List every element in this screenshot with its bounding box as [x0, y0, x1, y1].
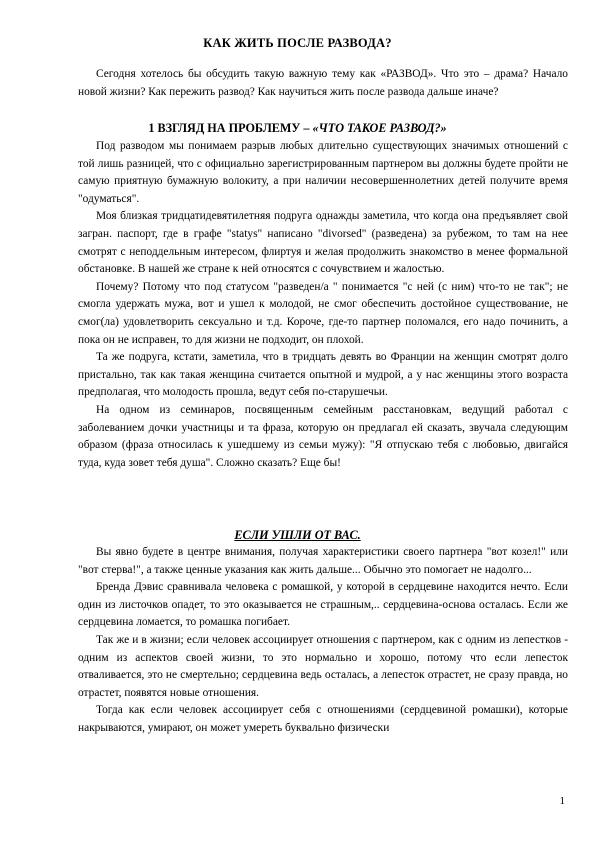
section-1-heading	[0, 121, 595, 136]
page-number: 1	[559, 795, 565, 807]
paragraph: Под разводом мы понимаем разрыв любых длительно существующих значимых отношений с той лишь разницей, что с официально зарегистрированным партнером вы должны будете пройти не самую приятную бумажную волокиту, а при наличии несовершеннолетних детей получите время "одуматься".	[78, 140, 568, 205]
paragraph: Бренда Дэвис сравнивала человека с ромашкой, у которой в сердцевине находится нечто. Если один из листочков опадет, то это оказывается не страшным,.. сердцевина-основа осталась. Если же сердцевина ломается, то ромашка погибает.	[78, 581, 568, 629]
section-2-heading	[0, 528, 595, 543]
intro-paragraph: Сегодня хотелось бы обсудить такую важную тему как «РАЗВОД». Что это – драма? Начало новой жизни? Как пережить развод? Как научиться жить после развода дальше иначе?	[78, 68, 568, 98]
paragraph: Вы явно будете в центре внимания, получая характеристики своего партнера "вот козел!" или "вот стерва!", а также ценные указания как жить дальше... Обычно это помогает не надолго...	[78, 546, 568, 576]
document-title: КАК ЖИТЬ ПОСЛЕ РАЗВОДА?	[203, 36, 392, 50]
paragraph: Почему? Потому что под статусом "разведен/а " понимается "с ней (с ним) что-то не так"; не смогла удержать мужа, вот и ушел к молодой, не смог обеспечить достойное существование, не смог(ла) удовлетворить сексуально и т.д. Короче, где-то партнер поломался, его надо починить, а пока он не исправен, то для жизни не подходит, он плохой.	[78, 280, 568, 346]
section-1-body	[78, 138, 568, 472]
intro-block	[78, 66, 568, 101]
section-2-heading-text: ЕСЛИ УШЛИ ОТ ВАС.	[234, 528, 361, 542]
section-2-body	[78, 544, 568, 738]
paragraph: Тогда как если человек ассоциирует себя с отношениями (сердцевиной ромашки), которые накрываются, умирают, он может умереть буквально физически	[78, 704, 568, 734]
section-1-heading-plain: 1 ВЗГЛЯД НА ПРОБЛЕМУ –	[148, 121, 313, 135]
paragraph: Та же подруга, кстати, заметила, что в тридцать девять во Франции на женщин смотрят долго пристально, так как такая женщина считается опытной и мудрой, а у нас женщины этого возраста предполагая, что молодость прошла, ведут себя по-старушечьи.	[78, 351, 568, 399]
paragraph: Так же и в жизни; если человек ассоциирует отношения с партнером, как с одним из лепестков - одним из аспектов своей жизни, то это нормально и хорошо, потому что если лепесток отваливается, это не смертельно; сердцевина ведь осталась, а лепесток отрастет, не сразу правда, но отрастет, появятся новые отношения.	[78, 633, 568, 699]
paragraph: На одном из семинаров, посвященным семейным расстановкам, ведущий работал с заболеванием дочки участницы и та фраза, которую он предлагал ей сказать, звучала следующим образом (фраза относилась к ушедшему из семьи мужу): "Я отпускаю тебя с любовью, двигайся туда, куда зовет тебя душа". Сложно сказать? Еще бы!	[78, 403, 568, 469]
paragraph: Моя близкая тридцатидевятилетняя подруга однажды заметила, что когда она предъявляет свой загран. паспорт, где в графе "statys" написано "divorsed" (разведена) за рубежом, то там на нее смотрят с неподдельным интересом, флиртуя и желая продолжить знакомство в менее формальной обстановке. В нашей же стране к ней относятся с сочувствием и жалостью.	[78, 210, 568, 276]
section-1-heading-italic: «ЧТО ТАКОЕ РАЗВОД?»	[312, 121, 447, 135]
